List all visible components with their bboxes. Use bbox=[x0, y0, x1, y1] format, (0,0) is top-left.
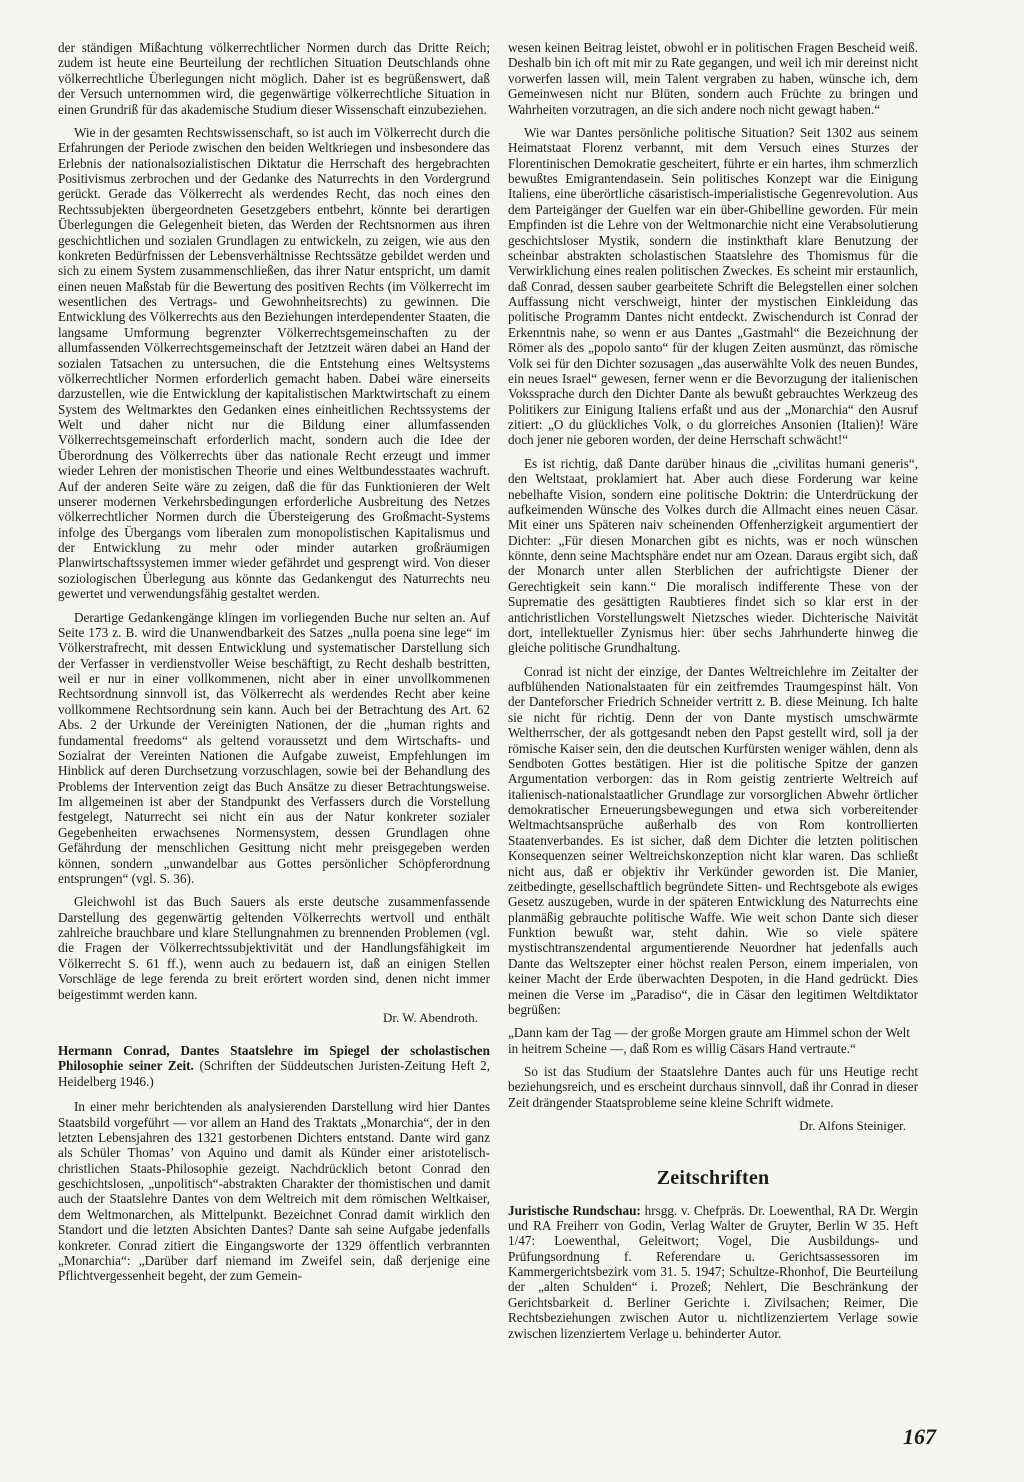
paragraph: Wie in der gesamten Rechtswissenschaft, so ist auch im Völkerrecht durch die Erfahrungen der Periode zwischen den beiden Weltkriegen und insbesondere das Erlebnis der nationalsozialistischen Diktatur die Herrschaft des hergebrachten Positivismus zerbrochen und der Gedanke des Naturrechts in den Vordergrund gerückt. Gerade das Völkerrecht als werdendes Recht, das noch eines den Rechtssubjekten übergeordneten Gesetzgebers entbehrt, könnte bei derartigen Überlegungen die Gelegenheit bieten, das Werden der Rechtsnormen aus ihren geschichtlichen und sozialen Grundlagen zu entwickeln, zu zeigen, wie aus den konkreten Bedürfnissen der Lebensverhältnisse Rechtssätze gebildet werden und sich zu einem System zusammenschließen, das ihrer Natur entspricht, um damit einen neuen Maßstab für die Bewertung des positiven Rechts (im Völkerrecht im wesentlichen des Vertrags- und Gewohnheitsrechts) zu gewinnen. Die Entwicklung des Völkerrechts aus den Beziehungen interdependenter Staaten, die langsame Umformung begrenzter Völkerrechtsgemeinschaften zu der allumfassenden Völkerrechtsgemeinschaft der Jetztzeit wären dabei an Hand der sozialen Tatsachen zu untersuchen, die die Entstehung eines Weltsystems völkerrechtlicher Normen erforderlich gemacht haben. Dabei wäre einerseits darzustellen, wie die Entwicklung der kapitalistischen Marktwirtschaft zu einem System des Weltmarktes den Gedanken eines einheitlichen Rechtssystems der Welt und daher nicht nur die Bildung einer allumfassenden Völkerrechtsgemeinschaft erforderlich macht, sondern auch die Idee der Überordnung des Völkerrechts über das nationale Recht erzeugt und immer wieder Lehren der monistischen Theorie und eines Weltbundesstaates wachruft. Auf der anderen Seite wäre zu zeigen, daß die für das Funktionieren der Welt unserer modernen Verkehrsbedingungen erforderliche Ausbreitung des Netzes völkerrechtlicher Normen durch die Übersteigerung des Großmacht-Systems infolge des Übergangs vom liberalen zum monopolistischen Kapitalismus und der Entwicklung zu mehr oder minder autarken großräumigen Planwirtschaftssystemen immer wieder gefährdet und gesprengt wird. Von dieser soziologischen Überlegung aus könnte das Gedankengut des Naturrechts neu gewertet und verwendungsfähig gestaltet werden. bbox=[58, 124, 490, 602]
paragraph: In einer mehr berichtenden als analysierenden Darstellung wird hier Dantes Staatsbild vorgeführt — vor allem an Hand des Traktats „Monarchia“, der in den letzten Lebensjahren des 1321 gestorbenen Dichters entstand. Dante wird ganz als Schüler Thomas’ von Aquino und damit als Künder einer aristotelisch-christlichen Staats-Philosophie gezeigt. Nachdrücklich betont Conrad den geschichtslosen, „unpolitisch“-abstrakten Charakter der thomistischen und damit auch der Staatslehre Dantes von dem Weltreich mit dem römischen Weltkaiser, dem Weltmonarchen, als Mittelpunkt. Bezeichnet Conrad damit wirklich den Standort und die letzten Absichten Dantes? Dante sah seine Aufgabe jedenfalls konkreter. Conrad zitiert die Eingangsworte der 1329 öffentlich verbrannten „Monarchia“: „Darüber darf niemand im Zweifel sein, daß derjenige eine Pflichtvergessenheit begeht, der zum Gemein- bbox=[58, 1099, 490, 1284]
section-heading: Zeitschriften bbox=[656, 1167, 770, 1190]
right-column bbox=[508, 40, 918, 1349]
page-number: 167 bbox=[903, 1424, 936, 1449]
journal-name: Juristische Rundschau: bbox=[508, 1202, 641, 1218]
paragraph: wesen keinen Beitrag leistet, obwohl er in politischen Fragen Bescheid weiß. Deshalb bin ich oft mit mir zu Rate gegangen, und weil ich mir dereinst nicht vorwerfen lassen will, mein Talent vergraben zu haben, wünsche ich, dem Gemeinwesen nicht nur Blüten, sondern auch Früchte zu bringen und Wahrheiten vorzutragen, an die sich andere noch nicht gewagt haben.“ bbox=[508, 40, 918, 117]
review-title bbox=[58, 1043, 490, 1089]
paragraph: Conrad ist nicht der einzige, der Dantes Weltreichlehre im Zeitalter der aufblühenden Nationalstaaten für ein zeitfremdes Traumgespinst hält. Von der Danteforscher Friedrich Schneider vertritt z. B. diese Meinung. Ich halte sie nicht für richtig. Denn der von Dante mystisch umschwärmte Weltherrscher, der als gottgesandt neben den Papst gestellt wird, soll ja der römische Kaiser sein, den die deutschen Kurfürsten weniger wählen, denn als Sendboten Gottes bestätigen. Hier ist die politische Spitze der ganzen Argumentation verborgen: das in Rom geistig zentrierte Weltreich auf italienisch-nationalstaatlicher Grundlage zur vorsorglichen Abwehr örtlicher demokratischer Erneuerungsbewegungen und etwa sich vorbereitender Weltmachtsansprüche außerhalb des von Rom kontrollierten Staatenverbandes. Es ist sicher, daß dem Dichter die letzten politischen Konsequenzen seiner Weltreichskonzeption nicht klar waren. Das schließt nicht aus, daß er objektiv ihr Verkünder geworden ist. Die Manier, zeitbedingte, gesellschaftlich begründete Sitten- und Rechtsgebote als ewiges Gesetz auszugeben, wurde in der späteren Entwicklung des Naturrechts eine planmäßig gebrauchte politische Waffe. Wie weit schon Dante sich dieser Funktion bewußt war, steht dahin. Wie so viele spätere mystischtranszendental argumentierende Neuordner hat jedenfalls auch Dante das Weltszepter einer höchst realen Person, einem imperialen, von keiner Macht der Erde überwachten Despoten, in die Hand gedrückt. Dies meinen die Verse im „Paradiso“, die in Cäsar den legitimen Weltdiktator begrüßen: bbox=[508, 663, 918, 1017]
verse-quote: „Dann kam der Tag — der große Morgen graute am Himmel schon der Welt in heitrem Scheine —, daß Rom es willig Cäsars Hand vertraute.“ bbox=[508, 1025, 910, 1056]
left-column bbox=[58, 40, 490, 1292]
paragraph: Wie war Dantes persönliche politische Situation? Seit 1302 aus seinem Heimatstaat Florenz verbannt, mit dem Versuch eines Sturzes der Florentinischen Demokratie gescheitert, führte er ein hartes, ihm schmerzlich bewußtes Emigrantendasein. Sein politisches Konzept war die Einigung Italiens, eine überörtliche cäsaristisch-imperialistische Gegenrevolution. Aus dem Parteigänger der Guelfen war ein über-Ghibelline geworden. Für mein Empfinden ist die Lehre von der Weltmonarchie nicht eine Verabsolutierung geschichtsloser Mystik, sondern die instinkthaft klare Benutzung der scheinbar abstrakten scholastischen Staatslehre des Thomismus für die Verwirklichung eines realen politischen Zweckes. Es scheint mir erstaunlich, daß Conrad, dessen sauber gearbeitete Schrift die Belegstellen einer solchen Auffassung nicht verschweigt, hinter der mystischen Einkleidung das politische Programm Dantes nicht entdeckt. Zwischendurch ist Conrad der Erkenntnis nahe, so wenn er aus Dantes „Gastmahl“ die Bezeichnung der Römer als des „popolo santo“ für der klugen Zeiten ausmünzt, das römische Volk sei für den Dichter sozusagen „das auserwählte Volk des neuen Bundes, ein neues Israel“ gewesen, ferner wenn er die Bevorzugung der italienischen Vokssprache durch den Dichter Dante als bewußt gebrauchtes Werkzeug des Politikers zur Einigung Italiens erfaßt und aus der „Monarchia“ den Ausruf zitiert: „O du glückliches Volk, o du glorreiches Ansonien (Italien)! Wäre doch jener nie geboren worden, der deine Herrschaft schwächt!“ bbox=[508, 124, 918, 448]
journal-details: hrsgg. v. Chefpräs. Dr. Loewenthal, RA Dr. Wergin und RA Freiherr von Godin, Verlag Walter de Gruyter, Berlin W 35. Heft 1/47: Loewenthal, Geleitwort; Vogel, Die Ausbildungs- und Prüfungsordnung f. Referendare u. Gerichtsassessoren im Kammergerichtsbezirk vom 31. 5. 1947; Schultze-Rhonhof, Die Beurteilung der „alten Schulden“ i. Prozeß; Nehlert, Die Beschränkung der Gerichtsbarkeit d. Berliner Gerichte i. Zivilsachen; Reimer, Die Rechtsbeziehungen zwischen Autor u. nichtlizenziertem Verlage sowie zwischen lizenziertem Verlage u. behinderter Autor. bbox=[508, 1202, 918, 1341]
paragraph: Gleichwohl ist das Buch Sauers als erste deutsche zusammenfassende Darstellung des gegenwärtig geltenden Völkerrechts wertvoll und enthält zahlreiche brauchbare und klare Stellungnahmen zu brennenden Problemen (vgl. die Fragen der Völkerrechtssubjektivität und der Handlungsfähigkeit im Völkerrecht S. 61 ff.), wenn auch zu bedauern ist, daß an einigen Stellen Vorschläge de lege ferenda zu breit erörtert worden sind, denen nicht immer beigestimmt werden kann. bbox=[58, 894, 490, 1002]
review-title-rest: (Schriften der Süddeutschen Juristen-Zeitung Heft 2, Heidelberg 1946.) bbox=[58, 1058, 490, 1089]
journal-entry bbox=[508, 1203, 918, 1341]
paragraph: So ist das Studium der Staatslehre Dantes auch für uns Heutige recht beziehungsreich, und es erscheint durchaus sinnvoll, daß ihr Conrad in dieser Zeit drängender Staatsprobleme seine kleine Schrift widmete. bbox=[508, 1064, 918, 1110]
review-title-bold: Hermann Conrad, Dantes Staatslehre im Spiegel der scholastischen Philosophie seiner Zeit. bbox=[58, 1043, 490, 1074]
review-signature: Dr. Alfons Steiniger. bbox=[799, 1118, 906, 1134]
paragraph: der ständigen Mißachtung völkerrechtlicher Normen durch das Dritte Reich; zudem ist heute eine Beurteilung der rechtlichen Situation Deutschlands ohne völkerrechtliche Überlegungen nicht möglich. Daher ist es begrüßenswert, daß der Versuch unternommen wird, die gegenwärtige völkerrechtliche Situation in einen Grundriß für das akademische Studium dieser Wissenschaft einzubeziehen. bbox=[58, 40, 490, 117]
paragraph: Derartige Gedankengänge klingen im vorliegenden Buche nur selten an. Auf Seite 173 z. B. wird die Unanwendbarkeit des Satzes „nulla poena sine lege“ im Völkerstrafrecht, mit dessen Entwicklung und systematischer Darstellung sich der Verfasser in verdienstvoller Weise beschäftigt, zu Recht deshalb bestritten, weil er nur in einer vollkommenen, nicht aber in einer unvollkommenen Rechtsordnung sinnvoll ist, das Völkerrecht als werdendes Recht aber keine vollkommene Rechtsordnung sein kann. Auch bei der Betrachtung des Art. 62 Abs. 2 der Urkunde der Vereinigten Nationen, der die „human rights and fundamental freedoms“ als geltend voraussetzt und dem Wirtschafts- und Sozialrat der Vereinten Nationen die Aufgabe zuweist, Empfehlungen im Hinblick auf deren Durchsetzung vorzuschlagen, sowie bei der Behandlung des Problems der Intervention zeigt das Buch Ansätze zu dieser Betrachtungsweise. Im allgemeinen ist aber der Standpunkt des Verfassers durch die Vorstellung festgelegt, Naturrecht sei nicht ein aus der Natur konkreter sozialer Gegebenheiten erwachsenes Normensystem, dessen Grundlagen ohne Gefährdung der menschlichen Gesittung nicht mehr preisgegeben werden können, sondern „unwandelbar aus Gottes persönlicher Schöpferordnung entsprungen“ (vgl. S. 36). bbox=[58, 609, 490, 886]
paragraph: Es ist richtig, daß Dante darüber hinaus die „civilitas humani generis“, den Weltstaat, proklamiert hat. Aber auch diese Forderung war keine nebelhafte Vision, sondern eine politische Doktrin: die Unterdrückung der aufkeimenden Wünsche des Volkes durch die Allmacht eines neuen Cäsar. Mit einer uns Späteren naiv scheinenden Offenherzigkeit argumentiert der Dichter: „Für diesen Monarchen gibt es nichts, was er noch wünschen könnte, denn seine Machtsphäre endet nur am Ozean. Daraus ergibt sich, daß der Monarch unter allen Sterblichen der aufrichtigste Diener der Gerechtigkeit sein kann.“ Die moralisch indifferente These von der Suprematie des gesättigten Raubtieres findet sich so klar erst in der antichristlichen Vorstellungswelt Nietzsches wieder. Dichterische Naivität dort, intellektueller Zynismus hier: über sechs Jahrhunderte hinweg die gleiche politische Grundhaltung. bbox=[508, 455, 918, 656]
review-signature: Dr. W. Abendroth. bbox=[383, 1009, 478, 1025]
